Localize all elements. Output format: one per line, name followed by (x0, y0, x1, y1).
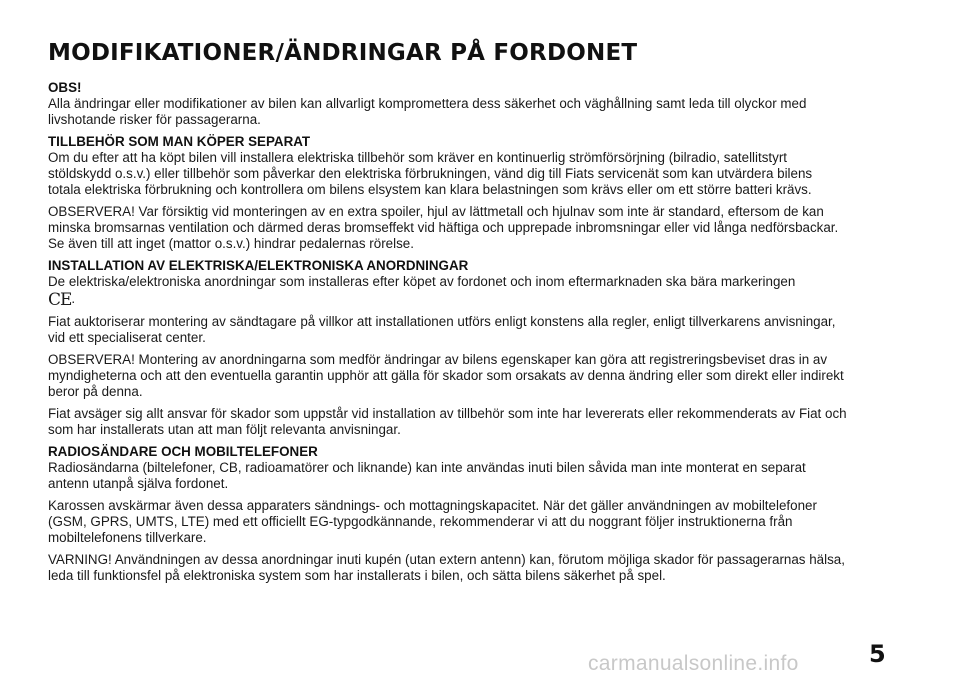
page-title: MODIFIKATIONER/ÄNDRINGAR PÅ FORDONET (48, 40, 638, 66)
obs-text: Alla ändringar eller modifikationer av bilen kan allvarligt kompromettera dess säkerhet och väghållning samt leda till olyckor med livshotande risker för passagerarna. (48, 96, 807, 127)
installation-paragraph-1-text: De elektriska/elektroniska anordningar som installeras efter köpet av fordonet och inom eftermarknaden ska bära markeringen (48, 274, 796, 289)
radio-paragraph-3: VARNING! Användningen av dessa anordningar inuti kupén (utan extern antenn) kan, förutom möjliga skador för passagerarnas hälsa, leda till funktionsfel på elektroniska system som har installerats i bilen, och sätta bilens säkerhet på spel. (48, 552, 845, 583)
ce-mark-icon: CE (48, 290, 72, 310)
installation-paragraph-3: OBSERVERA! Montering av anordningarna som medför ändringar av bilens egenskaper kan göra att registreringsbeviset dras in av myndigheterna och att den eventuella garantin upphör att gälla för skador som orsakats av denna ändring eller som direkt eller indirekt beror på denna. (48, 352, 844, 399)
accessories-paragraph-1: Om du efter att ha köpt bilen vill installera elektriska tillbehör som kräver en kontinuerlig strömförsörjning (bilradio, satellitstyrt stöldskydd o.s.v.) eller tillbehör som påverkar den elektriska förbrukningen, vänd dig till Fiats servicenät som kan utvärdera bilens totala elektriska förbrukning och kontrollera om bilens elsystem kan klara belastningen som krävs eller om ett större batteri krävs. (48, 150, 813, 197)
radio-paragraph-2: Karossen avskärmar även dessa apparaters sändnings- och mottagningskapacitet. När det gäller användningen av mobiltelefoner (GSM, GPRS, UMTS, LTE) med ett officiellt EG-typgodkännande, rekommenderar vi att du noggrant följer instruktionerna från mobiltelefonens tillverkare. (48, 498, 817, 545)
page-number: 5 (869, 640, 886, 668)
accessories-heading: TILLBEHÖR SOM MAN KÖPER SEPARAT (48, 134, 311, 149)
radio-heading: RADIOSÄNDARE OCH MOBILTELEFONER (48, 444, 318, 459)
installation-paragraph-2: Fiat auktoriserar montering av sändtagare på villkor att installationen utförs enligt konstens alla regler, enligt tillverkarens anvisningar, vid ett specialiserat center. (48, 314, 836, 345)
installation-paragraph-1 (48, 274, 848, 308)
installation-heading: INSTALLATION AV ELEKTRISKA/ELEKTRONISKA ANORDNINGAR (48, 258, 469, 273)
radio-paragraph-1: Radiosändarna (biltelefoner, CB, radioamatörer och liknande) kan inte användas inuti bilen såvida man inte monterat en separat antenn utanpå själva fordonet. (48, 460, 806, 491)
installation-paragraph-4: Fiat avsäger sig allt ansvar för skador som uppstår vid installation av tillbehör som inte har levererats eller rekommenderats av Fiat och som har installerats utan att man följt relevanta anvisningar. (48, 406, 847, 437)
watermark-text: carmanualsonline.info (588, 652, 799, 675)
obs-heading: OBS! (48, 80, 82, 95)
ce-marking-line (48, 291, 848, 308)
accessories-paragraph-2: OBSERVERA! Var försiktig vid monteringen av en extra spoiler, hjul av lättmetall och hjulnav som inte är standard, eftersom de kan minska bromsarnas ventilation och därmed deras bromseffekt vid häftiga och upprepade inbromsningar eller vid långa nedförsbackar. Se även till att inget (mattor o.s.v.) hindrar pedalernas rörelse. (48, 204, 839, 251)
ce-period: . (71, 291, 76, 306)
document-body (48, 80, 848, 590)
